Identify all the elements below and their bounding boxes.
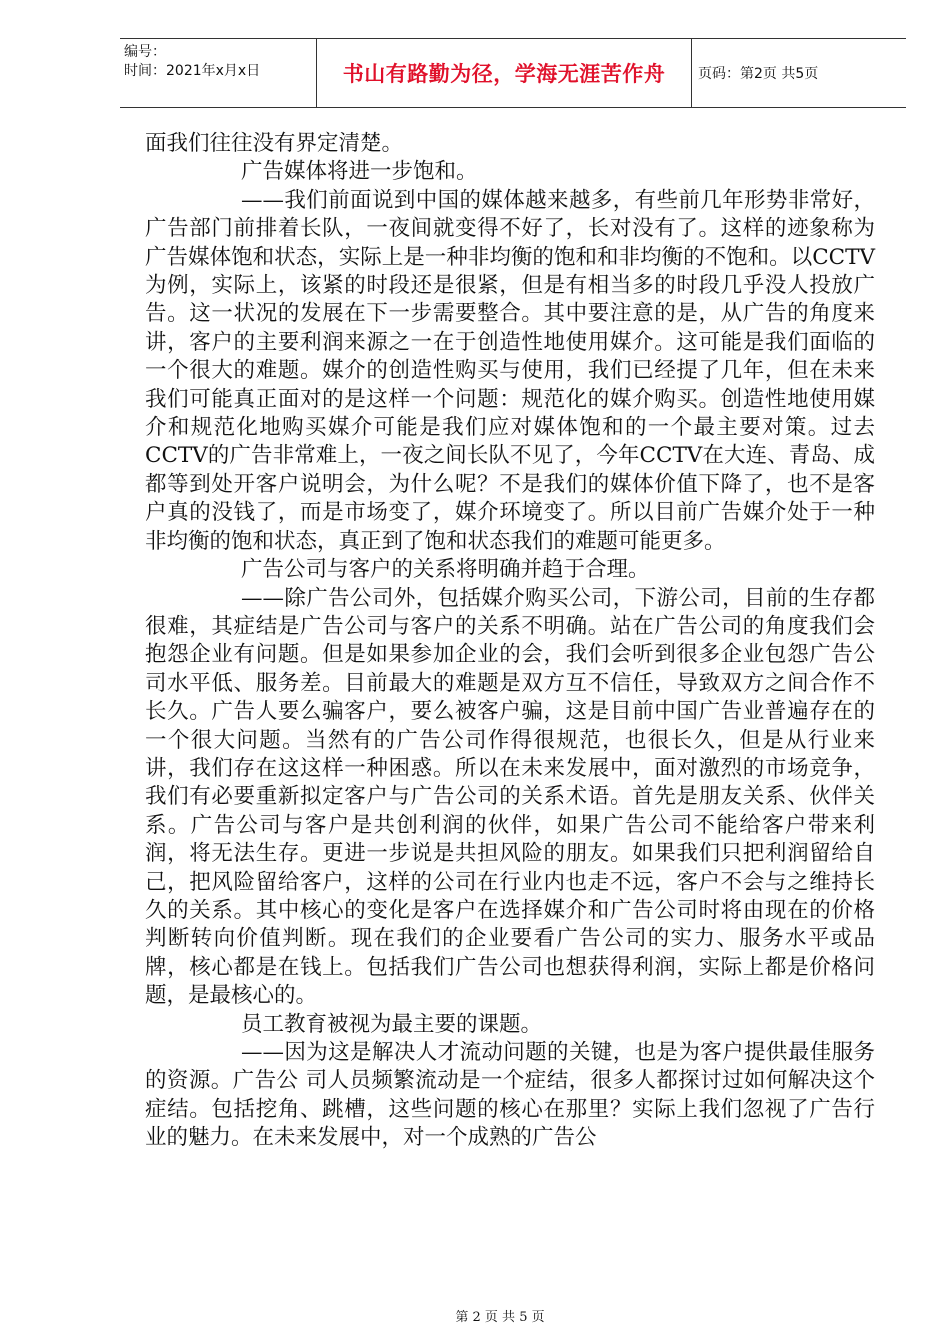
header-page-label: 页码：第2页 共5页 — [698, 66, 819, 82]
document-body — [145, 130, 875, 1153]
section-heading-media-saturation: 广告媒体将进一步饱和。 — [241, 159, 478, 185]
header-page-cell — [698, 39, 898, 107]
header-motto-cell — [316, 39, 692, 107]
paragraph-staff-education: ——因为这是解决人才流动问题的关键，也是为客户提供最佳服务的资源。广告公 司人员频繁流动是一个症结，很多人都探讨过如何解决这个症结。包括挖角、跳槽，这些问题的核心在那里？实际上我们忽视了广告行业的魅力。在未来发展中，对一个成熟的广告公 — [145, 1040, 875, 1151]
paragraph-agency-client: ——除广告公司外，包括媒介购买公司，下游公司，目前的生存都很难，其症结是广告公司与客户的关系不明确。站在广告公司的角度我们会抱怨企业有问题。但是如果参加企业的会，我们会听到很多企业包怨广告公司水平低、服务差。目前最大的难题是双方互不信任，导致双方之间合作不长久。广告人要么骗客户，要么被客户骗，这是目前中国广告业普遍存在的一个很大问题。当然有的广告公司作得很规范，也很长久，但是从行业来讲，我们存在这这样一种困惑。所以在未来发展中，面对激烈的市场竞争，我们有必要重新拟定客户与广告公司的关系术语。首先是朋友关系、伙伴关系。广告公司与客户是共创利润的伙伴，如果广告公司不能给客户带来利润，将无法生存。更进一步说是共担风险的朋友。如果我们只把利润留给自己，把风险留给客户，这样的公司在行业内也走不远，客户不会与之维持长久的关系。其中核心的变化是客户在选择媒介和广告公司时将由现在的价格判断转向价值判断。现在我们的企业要看广告公司的实力、服务水平或品牌，核心都是在钱上。包括我们广告公司也想获得利润，实际上都是价格问题，是最核心的。 — [145, 585, 875, 1009]
page-footer: 第 2 页 共 5 页 — [455, 1310, 545, 1325]
header-number-label: 编号： — [124, 44, 166, 60]
header-meta — [124, 39, 314, 107]
header-time-label: 时间：2021年x月x日 — [124, 63, 261, 79]
page-header — [120, 38, 906, 108]
paragraph-continuation: 面我们往往没有界定清楚。 — [145, 131, 404, 156]
paragraph-media-saturation: ——我们前面说到中国的媒体越来越多，有些前几年形势非常好，广告部门前排着长队，一夜间就变得不好了，长对没有了。这样的迹象称为广告媒体饱和状态，实际上是一种非均衡的饱和和非均衡的不饱和。以CCTV为例，实际上，该紧的时段还是很紧，但是有相当多的时段几乎没人投放广告。这一状况的发展在下一步需要整合。其中要注意的是，从广告的角度来讲，客户的主要利润来源之一在于创造性地使用媒介。这可能是我们面临的一个很大的难题。媒介的创造性购买与使用，我们已经提了几年，但在未来我们可能真正面对的是这样一个问题：规范化的媒介购买。创造性地使用媒介和规范化地购买媒介可能是我们应对媒体饱和的一个最主要对策。过去CCTV的广告非常难上，一夜之间长队不见了，今年CCTV在大连、青岛、成都等到处开客户说明会，为什么呢？不是我们的媒体价值下降了，也不是客户真的没钱了，而是市场变了，媒介环境变了。所以目前广告媒介处于一种非均衡的饱和状态，真正到了饱和状态我们的难题可能更多。 — [145, 187, 875, 554]
section-heading-staff-education: 员工教育被视为最主要的课题。 — [241, 1011, 543, 1037]
section-heading-agency-client: 广告公司与客户的关系将明确并趋于合理。 — [241, 557, 650, 583]
header-motto: 书山有路勤为径，学海无涯苦作舟 — [342, 61, 666, 86]
